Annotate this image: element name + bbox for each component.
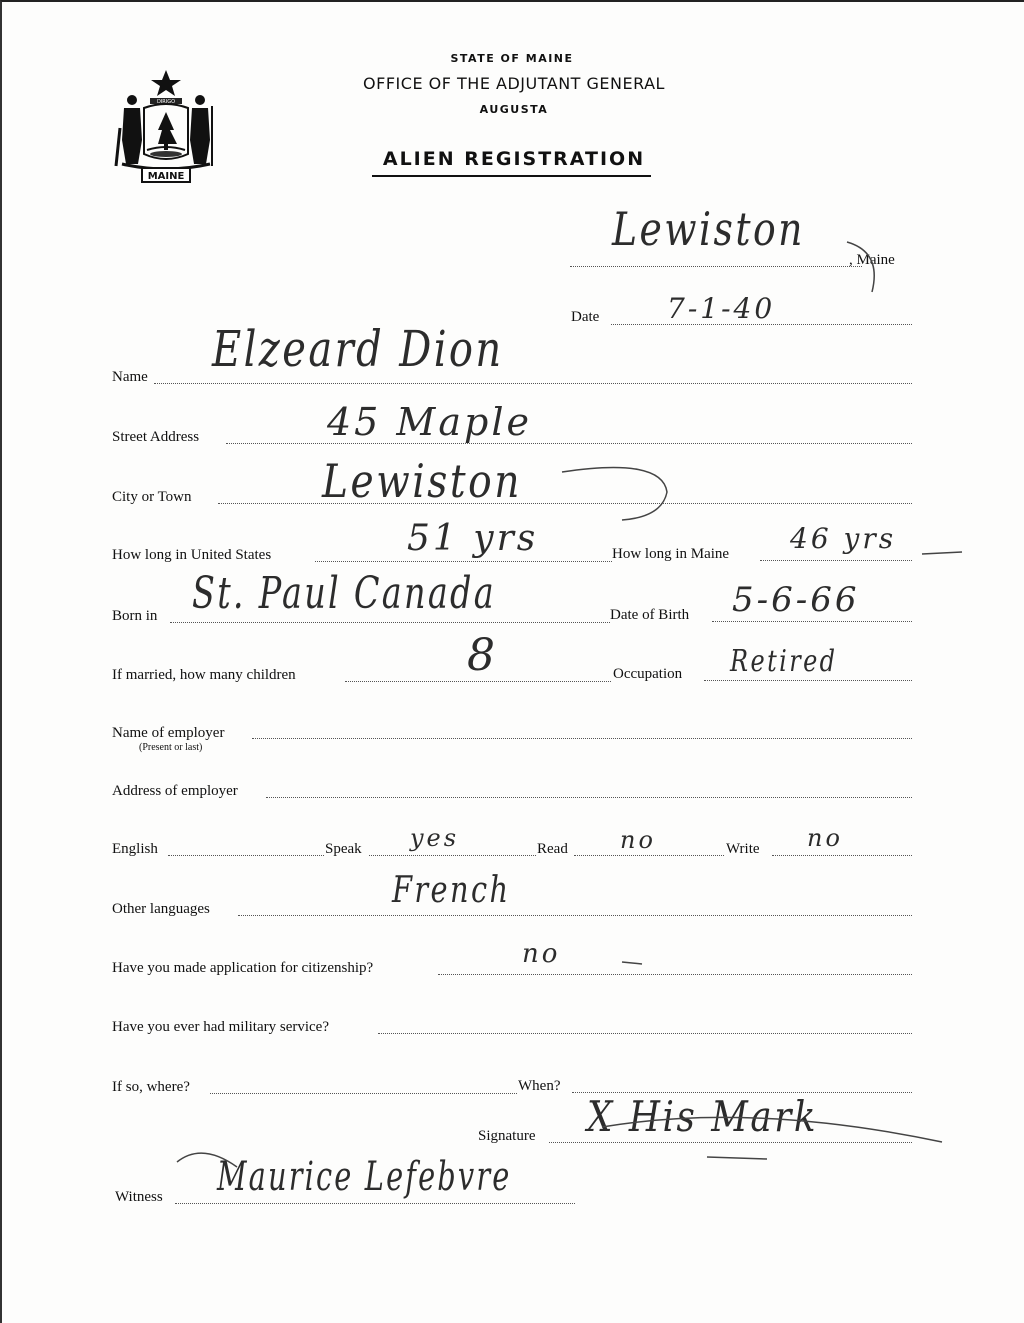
english-label: English bbox=[112, 841, 158, 857]
speak-label: Speak bbox=[325, 841, 362, 857]
employer-address-label: Address of employer bbox=[112, 783, 238, 799]
witness-line bbox=[175, 1203, 575, 1204]
witness-label: Witness bbox=[115, 1189, 163, 1205]
military-label: Have you ever had military service? bbox=[112, 1019, 329, 1035]
employer-name-label: Name of employer bbox=[112, 725, 225, 741]
citizenship-value[interactable]: no bbox=[522, 939, 561, 969]
occupation-line bbox=[704, 680, 912, 681]
street-address-label: Street Address bbox=[112, 429, 200, 445]
name-value[interactable]: Elzeard Dion bbox=[212, 320, 504, 378]
signature-line bbox=[549, 1142, 912, 1143]
children-value[interactable]: 8 bbox=[467, 630, 498, 681]
signature-label: Signature bbox=[478, 1128, 536, 1144]
occupation-label: Occupation bbox=[613, 666, 683, 682]
where-line[interactable] bbox=[210, 1093, 517, 1094]
write-value[interactable]: no bbox=[807, 824, 843, 852]
born-in-line bbox=[170, 622, 610, 623]
date-value[interactable]: 7-1-40 bbox=[667, 292, 776, 325]
header-office: OFFICE OF THE ADJUTANT GENERAL bbox=[363, 74, 665, 93]
speak-line bbox=[369, 855, 536, 856]
city-value[interactable]: Lewiston bbox=[322, 454, 522, 508]
town-line bbox=[570, 266, 862, 267]
other-languages-label: Other languages bbox=[112, 901, 210, 917]
citizenship-label: Have you made application for citizenship? bbox=[112, 960, 374, 976]
street-address-value[interactable]: 45 Maple bbox=[327, 400, 532, 444]
how-long-maine-value[interactable]: 46 yrs bbox=[790, 522, 897, 555]
read-line bbox=[574, 855, 724, 856]
employer-address-line[interactable] bbox=[266, 797, 912, 798]
english-line bbox=[168, 855, 324, 856]
date-label: Date bbox=[571, 309, 600, 325]
employer-name-line[interactable] bbox=[252, 738, 912, 739]
signature-value[interactable]: X His Mark bbox=[587, 1092, 819, 1141]
read-label: Read bbox=[537, 841, 568, 857]
read-value[interactable]: no bbox=[620, 826, 656, 854]
how-long-maine-label: How long in Maine bbox=[612, 546, 730, 562]
date-of-birth-value[interactable]: 5-6-66 bbox=[732, 580, 860, 620]
other-languages-value[interactable]: French bbox=[392, 870, 511, 911]
occupation-value[interactable]: Retired bbox=[730, 644, 838, 679]
speak-value[interactable]: yes bbox=[410, 824, 460, 852]
date-of-birth-label: Date of Birth bbox=[610, 607, 690, 623]
write-label: Write bbox=[726, 841, 760, 857]
children-label: If married, how many children bbox=[112, 667, 296, 683]
military-line[interactable] bbox=[378, 1033, 912, 1034]
city-label: City or Town bbox=[112, 489, 192, 505]
citizenship-line bbox=[438, 974, 912, 975]
header-city: AUGUSTA bbox=[479, 103, 549, 116]
other-languages-line bbox=[238, 915, 912, 916]
where-label: If so, where? bbox=[112, 1079, 190, 1095]
title-underline bbox=[372, 175, 651, 177]
how-long-us-value[interactable]: 51 yrs bbox=[407, 518, 539, 559]
town-suffix-label: , Maine bbox=[849, 252, 895, 268]
born-in-label: Born in bbox=[112, 608, 158, 624]
how-long-us-line bbox=[315, 561, 612, 562]
how-long-us-label: How long in United States bbox=[112, 547, 272, 563]
children-line bbox=[345, 681, 611, 682]
pen-strokes bbox=[2, 2, 1024, 1323]
employer-name-note: (Present or last) bbox=[139, 742, 203, 753]
how-long-maine-line bbox=[760, 560, 912, 561]
when-label: When? bbox=[518, 1078, 561, 1094]
seal-lettering: MAINE bbox=[147, 171, 185, 182]
date-of-birth-line bbox=[712, 621, 912, 622]
name-line bbox=[154, 383, 912, 384]
svg-text:DIRIGO: DIRIGO bbox=[156, 99, 176, 105]
witness-value[interactable]: Maurice Lefebvre bbox=[217, 1154, 512, 1200]
write-line bbox=[772, 855, 912, 856]
born-in-value[interactable]: St. Paul Canada bbox=[192, 568, 496, 619]
name-label: Name bbox=[112, 369, 148, 385]
town-value[interactable]: Lewiston bbox=[612, 202, 805, 256]
header-state: STATE OF MAINE bbox=[450, 52, 574, 65]
form-title: ALIEN REGISTRATION bbox=[382, 148, 646, 170]
